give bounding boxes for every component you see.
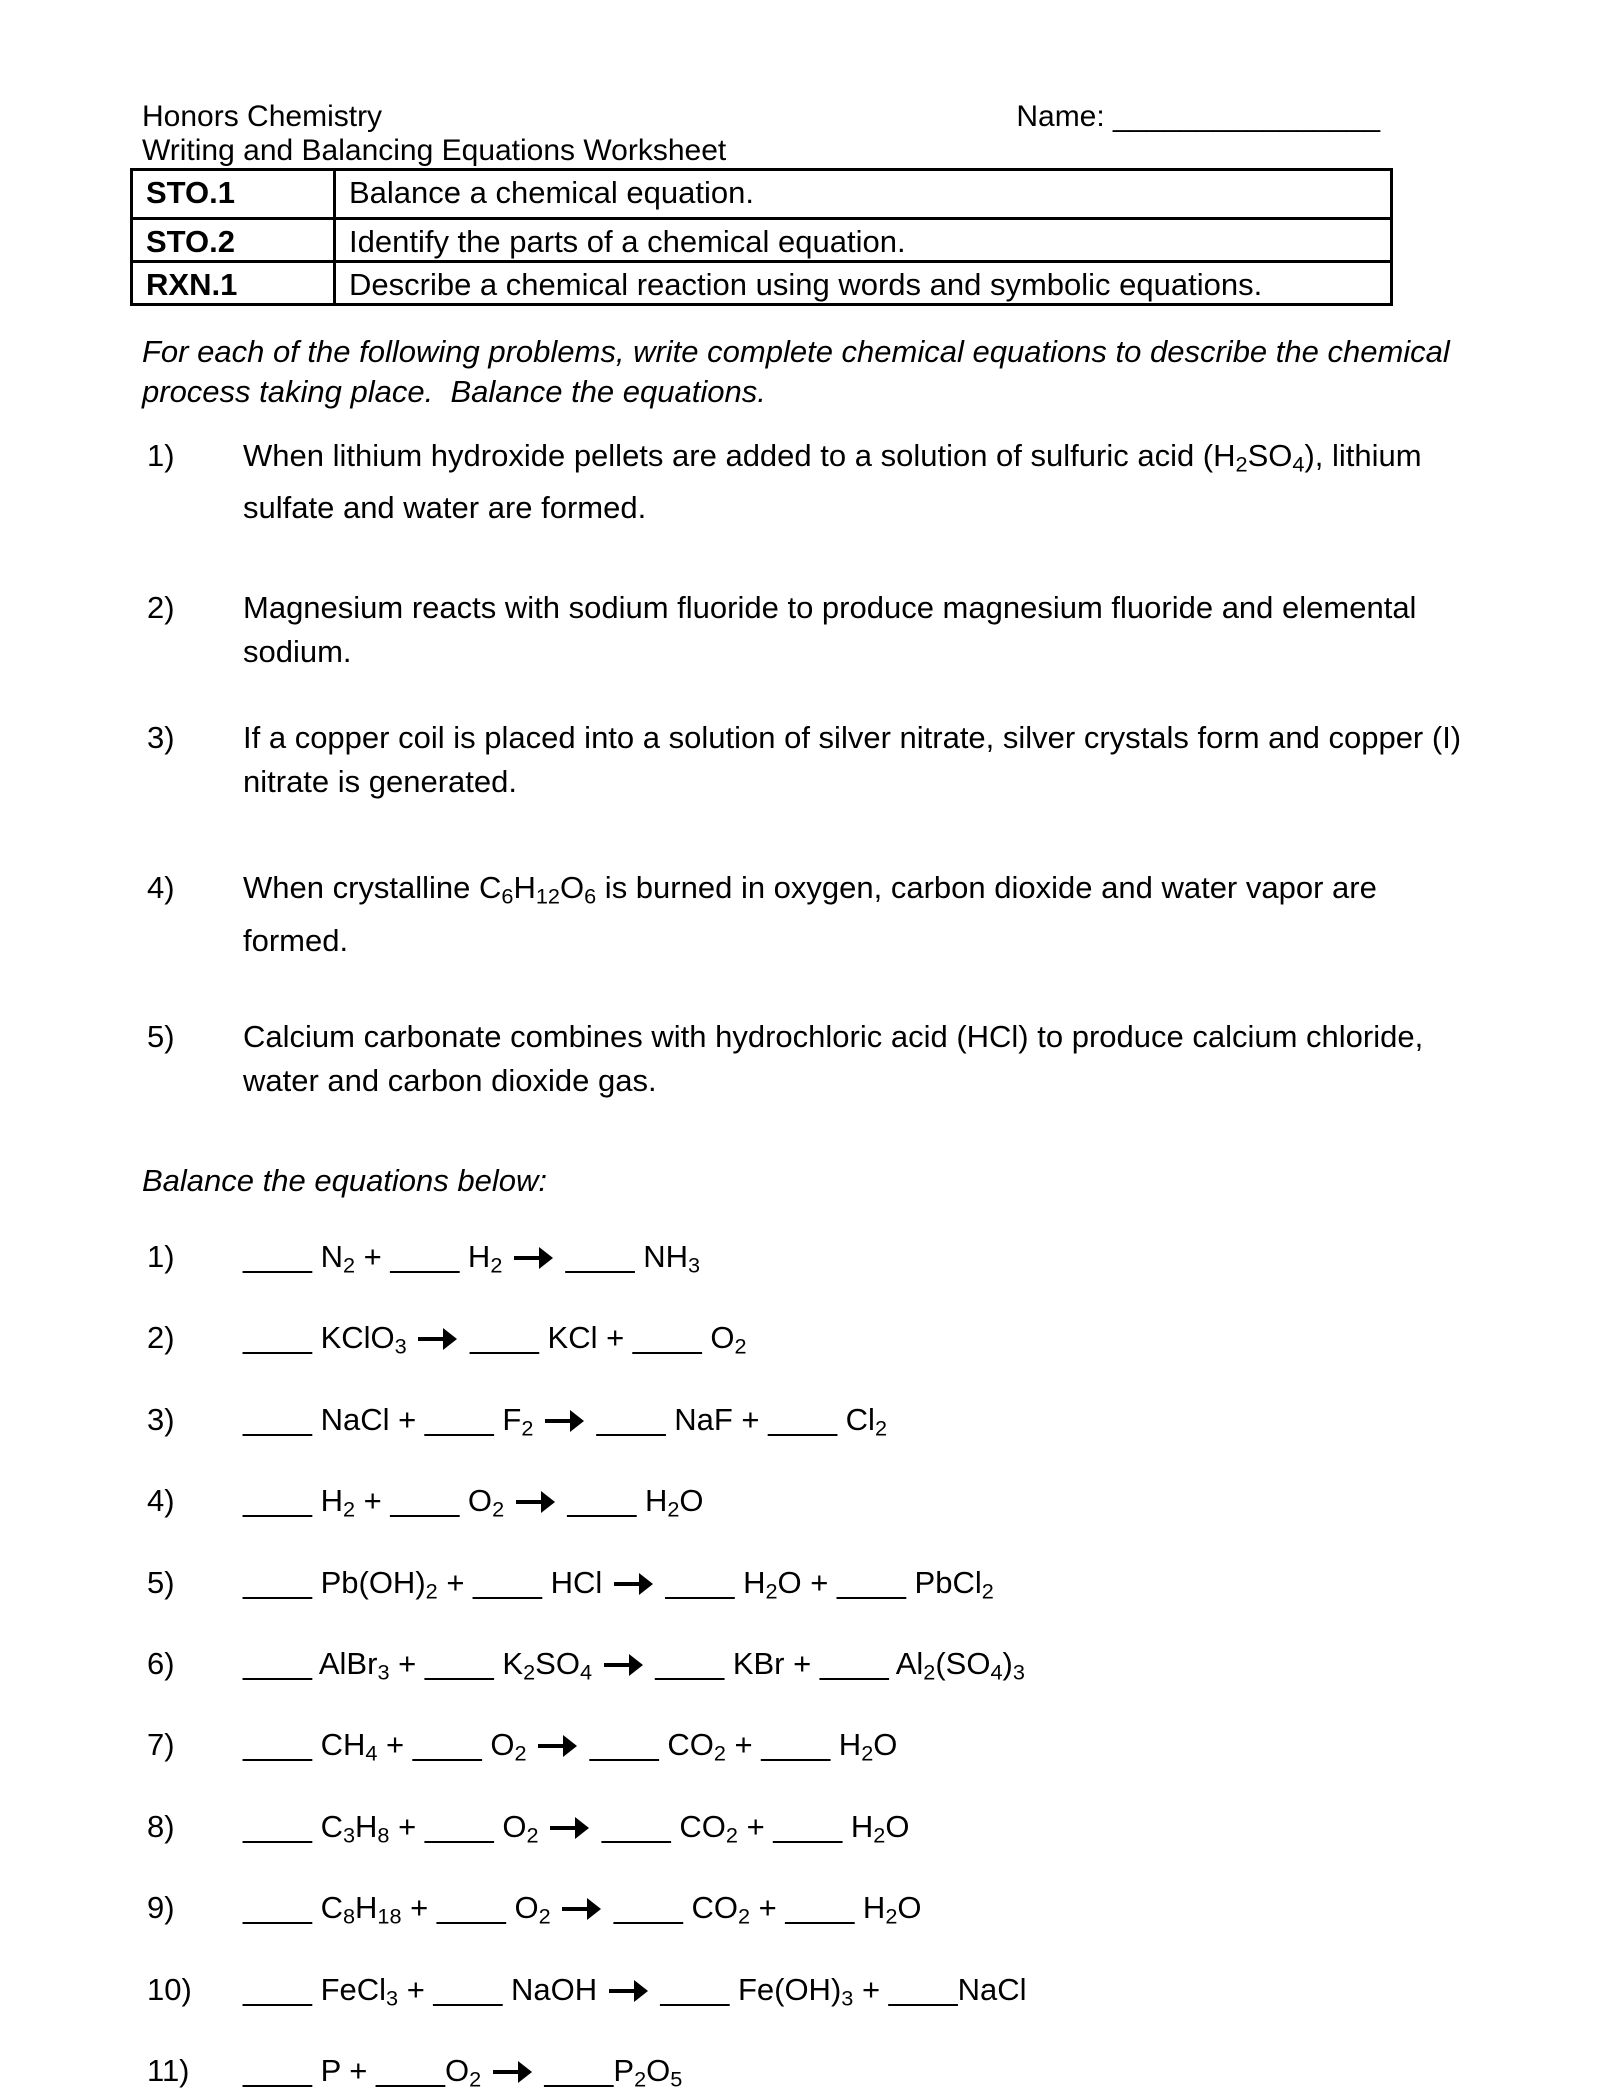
equation-text: ____ $C_3H_8$ + ____ $O_2$ ____ $CO_2$ + ____ $H_2O$ bbox=[243, 1808, 910, 1848]
equation-number: 8) bbox=[147, 1808, 175, 1844]
subscript: 6 bbox=[584, 883, 597, 909]
problem-number: 2) bbox=[147, 590, 175, 626]
equation-number: 5) bbox=[147, 1564, 175, 1600]
subscript: 3 bbox=[1012, 1659, 1025, 1685]
subscript: 12 bbox=[535, 883, 560, 909]
subscript: 3 bbox=[394, 1333, 407, 1359]
subscript: 2 bbox=[490, 1252, 503, 1278]
equation-text: ____ NaCl + ____ $F_2$ ____ NaF + ____ $Cl_2$ bbox=[243, 1401, 888, 1441]
subscript: 8 bbox=[377, 1822, 390, 1848]
subscript: 2 bbox=[425, 1577, 438, 1603]
problem-text: Calcium carbonate combines with hydrochloric acid (HCl) to produce calcium chloride, water and carbon dioxide gas. bbox=[243, 1018, 1424, 1098]
equation-number: 1) bbox=[147, 1238, 175, 1274]
standards-row bbox=[132, 262, 1392, 305]
equation-row bbox=[147, 1642, 1480, 1694]
subscript: 18 bbox=[377, 1903, 402, 1929]
subscript: 6 bbox=[501, 883, 514, 909]
subscript: 2 bbox=[861, 1740, 874, 1766]
equation-number: 6) bbox=[147, 1645, 175, 1681]
subscript: 2 bbox=[874, 1415, 888, 1441]
subscript: 3 bbox=[687, 1252, 701, 1278]
subscript: 2 bbox=[734, 1333, 747, 1359]
equation-row bbox=[147, 1479, 1480, 1531]
standards-row bbox=[132, 219, 1392, 262]
subscript: 2 bbox=[342, 1252, 356, 1278]
arrow-icon bbox=[513, 1488, 559, 1516]
subscript: 2 bbox=[981, 1577, 994, 1603]
balance-section-heading: Balance the equations below: bbox=[142, 1162, 548, 1198]
equation-number: 10) bbox=[147, 1971, 192, 2007]
arrow-icon bbox=[490, 2058, 536, 2086]
subscript: 3 bbox=[841, 1985, 854, 2011]
problem-text: If a copper coil is placed into a solution of silver nitrate, silver crystals form and copper (I) nitrate is generated. bbox=[243, 720, 1462, 800]
page-title: Writing and Balancing Equations Worksheet bbox=[142, 134, 727, 167]
equation-text: ____ $H_2$ + ____ $O_2$ ____ $H_2O$ bbox=[243, 1483, 704, 1522]
equation-row bbox=[147, 1723, 1480, 1775]
instructions-text: For each of the following problems, write complete chemical equations to describe the chemical process taking place. Balance the equations. bbox=[142, 334, 1450, 409]
subscript: 2 bbox=[469, 2066, 482, 2092]
subscript: 2 bbox=[765, 1577, 778, 1603]
equation-row bbox=[147, 1886, 1480, 1938]
word-problem bbox=[147, 434, 1480, 530]
subscript: 2 bbox=[523, 1659, 536, 1685]
arrow-icon bbox=[601, 1651, 647, 1679]
problem-text: When lithium hydroxide pellets are added to a solution of sulfuric acid $(H_2SO_4)$, lithium sulfate and water are formed. bbox=[243, 438, 1422, 526]
equation-number: 7) bbox=[147, 1727, 175, 1763]
equation-text: ____ $P + \_\_\_\_O_2$ $\_\_\_\_P_2O_5$ bbox=[243, 2053, 683, 2092]
subscript: 2 bbox=[492, 1496, 505, 1522]
subscript: 2 bbox=[634, 2066, 647, 2092]
arrow-icon bbox=[542, 1407, 588, 1435]
subscript: 2 bbox=[526, 1822, 539, 1848]
standard-description: Describe a chemical reaction using words and symbolic equations. bbox=[335, 262, 1392, 305]
equation-number: 11) bbox=[147, 2053, 190, 2089]
equation-number: 3) bbox=[147, 1401, 175, 1437]
word-problem bbox=[147, 866, 1480, 962]
arrow-icon bbox=[611, 1570, 657, 1598]
subscript: 4 bbox=[579, 1659, 593, 1685]
equation-text: ____ $N_2$ + ____ $H_2$ ____ $NH_3$ bbox=[243, 1238, 701, 1278]
equation-row bbox=[147, 1968, 1480, 2020]
equation-text: ____ AlBr$_3$ + ____ $K_2SO_4$ ____ KBr + ____ $Al_2(SO_4)_3$ bbox=[243, 1645, 1025, 1685]
arrow-icon bbox=[511, 1244, 557, 1272]
subscript: 4 bbox=[365, 1740, 378, 1766]
subscript: 4 bbox=[990, 1659, 1003, 1685]
arrow-icon bbox=[559, 1895, 605, 1923]
equation-text: ____ $C_8H_{18}$ + ____ $O_2$ ____ $CO_2$ + ____ $H_2O$ bbox=[243, 1890, 922, 1929]
problem-number: 5) bbox=[147, 1018, 175, 1054]
equation-row bbox=[147, 1235, 1480, 1287]
arrow-icon bbox=[415, 1325, 461, 1353]
equation-row bbox=[147, 1398, 1480, 1450]
equation-row bbox=[147, 1561, 1480, 1613]
problem-number: 3) bbox=[147, 720, 175, 756]
subscript: 2 bbox=[923, 1659, 936, 1685]
arrow-icon bbox=[606, 1977, 652, 2005]
subscript: 2 bbox=[1235, 451, 1248, 477]
course-title: Honors Chemistry bbox=[142, 100, 383, 133]
standards-table bbox=[130, 168, 1393, 306]
subscript: 5 bbox=[670, 2066, 683, 2092]
standard-description: Balance a chemical equation. bbox=[335, 170, 1392, 219]
equation-text: ____ $CH_4$ + ____ $O_2$ ____ $CO_2$ + ____ $H_2O$ bbox=[243, 1727, 898, 1766]
problem-text: Magnesium reacts with sodium fluoride to produce magnesium fluoride and elemental sodium. bbox=[243, 590, 1417, 670]
equation-number: 2) bbox=[147, 1320, 175, 1356]
subscript: 3 bbox=[386, 1985, 399, 2011]
word-problem bbox=[147, 1015, 1480, 1103]
problem-text: When crystalline $C_6H_{12}O_6$ is burned in oxygen, carbon dioxide and water vapor are formed. bbox=[243, 870, 1377, 958]
standards-row bbox=[132, 170, 1392, 219]
equation-row bbox=[147, 1316, 1480, 1368]
equation-row bbox=[147, 2049, 1480, 2096]
standard-description: Identify the parts of a chemical equation. bbox=[335, 219, 1392, 262]
subscript: 2 bbox=[514, 1740, 527, 1766]
header-row bbox=[142, 100, 1380, 134]
equation-number: 4) bbox=[147, 1483, 175, 1519]
subscript: 2 bbox=[725, 1822, 738, 1848]
equation-text: ____ KClO$_3$ ____ KCl + ____ $O_2$ bbox=[243, 1320, 747, 1359]
subscript: 2 bbox=[713, 1740, 726, 1766]
word-problem bbox=[147, 716, 1480, 804]
standard-code: STO.1 bbox=[132, 170, 335, 219]
equation-row bbox=[147, 1805, 1480, 1857]
subscript: 4 bbox=[1292, 451, 1305, 477]
subscript: 8 bbox=[342, 1903, 356, 1929]
name-blank: ________________ bbox=[1113, 100, 1380, 133]
subscript: 2 bbox=[737, 1903, 751, 1929]
name-label: Name: bbox=[1016, 100, 1105, 133]
subscript: 2 bbox=[342, 1496, 356, 1522]
subscript: 2 bbox=[521, 1415, 534, 1441]
word-problems-section bbox=[142, 434, 1480, 1103]
equation-number: 9) bbox=[147, 1890, 175, 1926]
equations-section bbox=[142, 1235, 1480, 2096]
subscript: 3 bbox=[342, 1822, 356, 1848]
standard-code: RXN.1 bbox=[132, 262, 335, 305]
subscript: 2 bbox=[873, 1822, 886, 1848]
subscript: 2 bbox=[538, 1903, 551, 1929]
problem-number: 1) bbox=[147, 438, 175, 473]
arrow-icon bbox=[547, 1814, 593, 1842]
name-field bbox=[1016, 100, 1380, 134]
subscript: 3 bbox=[377, 1659, 390, 1685]
standard-code: STO.2 bbox=[132, 219, 335, 262]
subscript: 2 bbox=[667, 1496, 680, 1522]
arrow-icon bbox=[535, 1732, 581, 1760]
equation-text: ____ $Pb(OH)_2$ + ____ HCl ____ $H_2O$ + ____ PbCl$_2$ bbox=[243, 1564, 994, 1603]
equation-text: ____ FeCl$_3$ + ____ NaOH ____ $Fe(OH)_3$ + ____NaCl bbox=[243, 1971, 1027, 2011]
word-problem bbox=[147, 586, 1480, 674]
problem-number: 4) bbox=[147, 870, 175, 906]
subscript: 2 bbox=[885, 1903, 898, 1929]
